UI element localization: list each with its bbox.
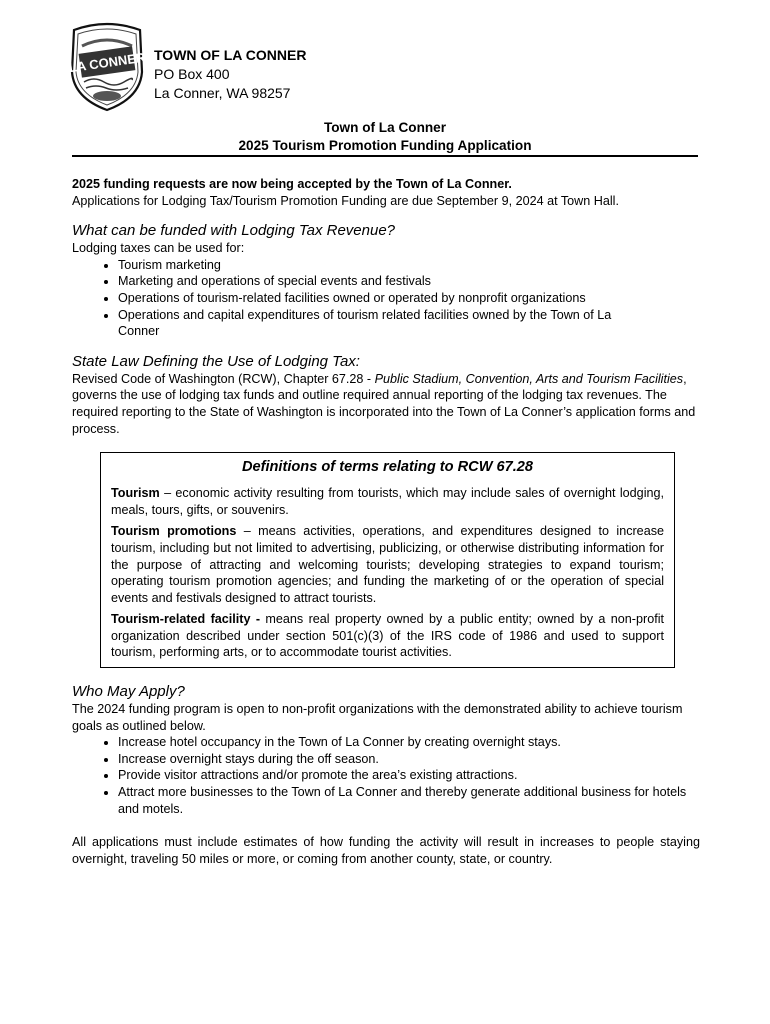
list-item: • Increase hotel occupancy in the Town of La Conner by creating overnight stays. [118,734,700,751]
definition-text: – means activities, operations, and expenditures designed to increase tourism, including but not limited to advertising, publicizing, or otherwise distributing information for the purpose of attracting and welcoming tourists; developing strategies to expand tourism; operating tourism promotion agencies; and funding the marketing of or the operation of special events and festivals designed to attract tourists. [111,524,664,605]
who-list [72,734,700,817]
document-body [72,176,700,867]
law-text-before: Revised Code of Washington (RCW), Chapter 67.28 - [72,371,375,386]
address-block [154,46,306,103]
document-title [72,119,698,155]
law-text-italic: Public Stadium, Convention, Arts and Tourism Facilities [374,371,684,386]
definition-tourism-facility [111,611,664,661]
address-line-2: La Conner, WA 98257 [154,85,291,101]
logo-text: LA CONNER [68,49,147,76]
town-seal-icon [66,16,148,112]
intro-bold: 2025 funding requests are now being accepted by the Town of La Conner. [72,177,512,191]
definition-tourism [111,485,664,518]
definition-term: Tourism-related facility - [111,612,261,627]
definition-text: means real property owned by a public entity; owned by a non-profit organization described under section 501(c)(3) of the IRS code of 1986 and used to support tourism, performing arts, or to accommodate tourist activities. [111,612,664,660]
definition-term: Tourism [111,486,160,501]
law-heading: State Law Defining the Use of Lodging Tax: [72,352,360,370]
address-line-1: PO Box 400 [154,66,230,82]
town-logo [66,16,148,112]
definition-tourism-promotions [111,523,664,606]
definitions-title: Definitions of terms relating to RCW 67.28 [241,459,534,476]
definition-term: Tourism promotions [111,524,237,539]
definition-text: – economic activity resulting from tourists, which may include sales of overnight lodging, meals, tours, gifts, or souvenirs. [111,486,664,517]
closing-paragraph: All applications must include estimates of how funding the activity will result in increases to people staying overnight, traveling 50 miles or more, or coming from another county, state, or country. [72,835,700,866]
list-item: • Provide visitor attractions and/or promote the area’s existing attractions. [118,767,700,784]
funded-heading: What can be funded with Lodging Tax Revenue? [72,222,396,240]
title-line-2: 2025 Tourism Promotion Funding Application [238,138,532,153]
law-paragraph [72,371,700,437]
intro-deadline: Applications for Lodging Tax/Tourism Promotion Funding are due September 9, 2024 at Town Hall. [72,193,619,208]
title-divider [72,155,698,157]
list-item: • Operations of tourism-related facilities owned or operated by nonprofit organizations [118,290,700,307]
list-item: • Attract more businesses to the Town of La Conner and thereby generate additional business for hotels and motels. [118,784,700,817]
list-item: • Marketing and operations of special events and festivals [118,273,700,290]
funded-lead: Lodging taxes can be used for: [72,241,245,256]
who-lead: The 2024 funding program is open to non-profit organizations with the demonstrated ability to achieve tourism goals as outlined below. [72,702,683,733]
title-line-1: Town of La Conner [323,120,447,135]
law-text-after: , governs the use of lodging tax funds and outline required annual reporting of the lodging tax revenues. The required reporting to the State of Washington is incorporated into the Town of La Conner’s application forms and process. [72,371,696,436]
list-item: • Operations and capital expenditures of tourism related facilities owned by the Town of La Conner [118,307,700,340]
list-item: • Increase overnight stays during the off season. [118,751,700,768]
list-item: • Tourism marketing [118,257,700,274]
funded-list [72,257,700,340]
org-name: TOWN OF LA CONNER [154,47,307,63]
definitions-box [100,452,675,668]
who-heading: Who May Apply? [72,683,185,701]
